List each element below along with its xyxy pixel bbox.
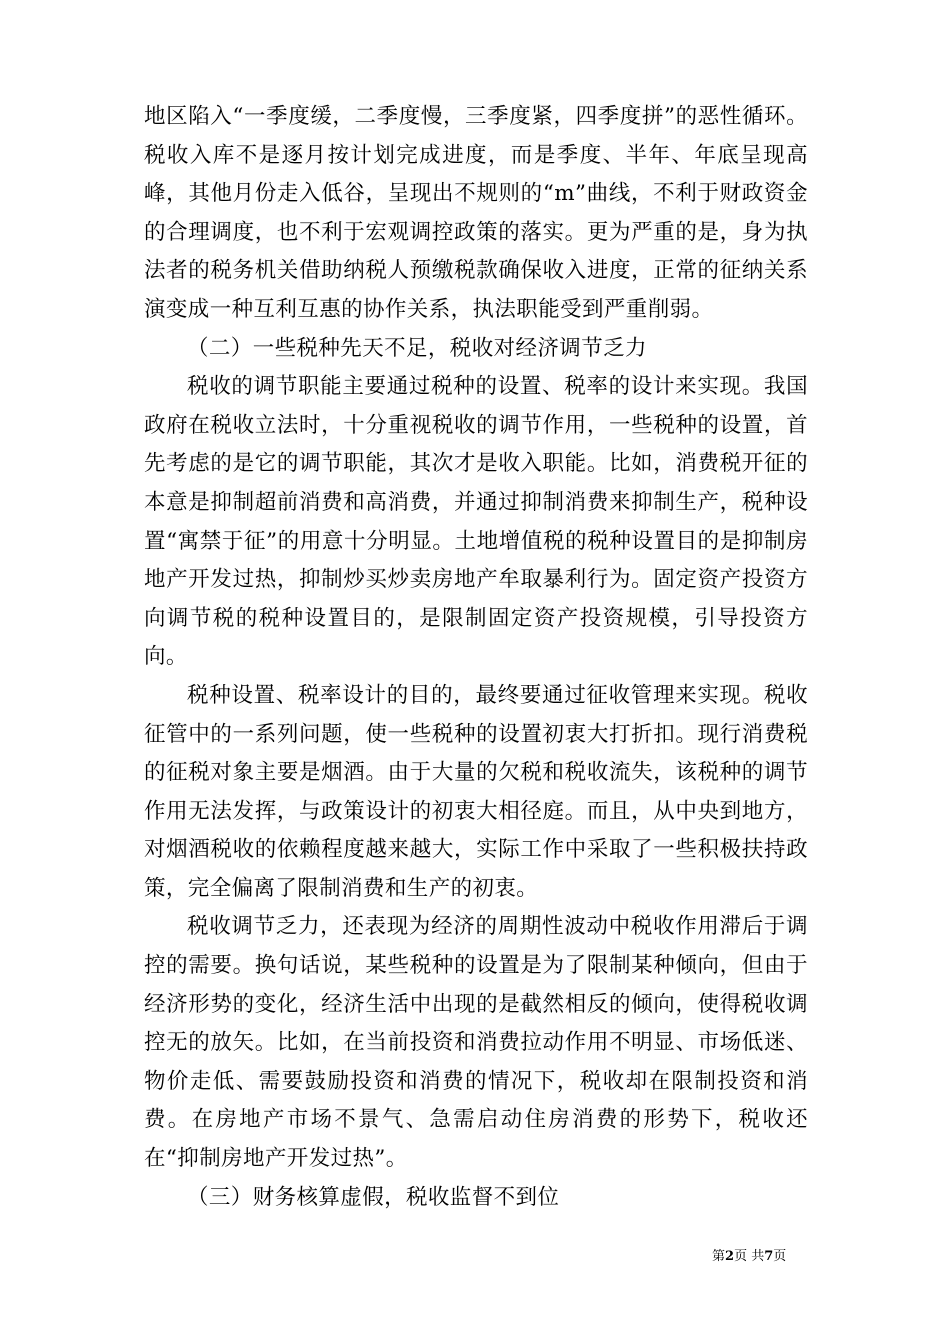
paragraph-continuation: 地区陷入“一季度缓，二季度慢，三季度紧，四季度拼”的恶性循环。税收入库不是逐月按计划完成进度，而是季度、半年、年底呈现高峰，其他月份走入低谷，呈现出不规则的“m”曲线，不利于财政资金的合理调度，也不利于宏观调控政策的落实。更为严重的是，身为执法者的税务机关借助纳税人预缴税款确保收入进度，正常的征纳关系演变成一种互利互惠的协作关系，执法职能受到严重削弱。 xyxy=(144,104,808,322)
footer-suffix: 页 xyxy=(773,1249,787,1264)
section-heading-3: （三）财务核算虚假，税收监督不到位 xyxy=(187,1184,560,1210)
footer-prefix: 第 xyxy=(712,1249,726,1264)
paragraph-regulation-lag: 税收调节乏力，还表现为经济的周期性波动中税收作用滞后于调控的需要。换句话说，某些税种的设置是为了限制某种倾向，但由于经济形势的变化，经济生活中出现的是截然相反的倾向，使得税收调控无的放矢。比如，在当前投资和消费拉动作用不明显、市场低迷、物价走低、需要鼓励投资和消费的情况下，税收却在限制投资和消费。在房地产市场不景气、急需启动住房消费的形势下，税收还在“抑制房地产开发过热”。 xyxy=(144,914,808,1172)
page-number-footer xyxy=(712,1245,786,1264)
footer-current-page: 2 xyxy=(725,1249,735,1264)
footer-total-pages: 7 xyxy=(764,1249,774,1264)
section-heading-2: （二）一些税种先天不足，税收对经济调节乏力 xyxy=(187,335,647,361)
paragraph-tax-regulation: 税收的调节职能主要通过税种的设置、税率的设计来实现。我国政府在税收立法时，十分重视税收的调节作用，一些税种的设置，首先考虑的是它的调节职能，其次才是收入职能。比如，消费税开征的本意是抑制超前消费和高消费，并通过抑制消费来抑制生产，税种设置“寓禁于征”的用意十分明显。土地增值税的税种设置目的是抑制房地产开发过热，抑制炒买炒卖房地产牟取暴利行为。固定资产投资方向调节税的税种设置目的，是限制固定资产投资规模，引导投资方向。 xyxy=(144,374,808,670)
footer-middle: 页 共 xyxy=(734,1249,765,1264)
paragraph-tax-collection: 税种设置、税率设计的目的，最终要通过征收管理来实现。税收征管中的一系列问题，使一些税种的设置初衷大打折扣。现行消费税的征税对象主要是烟酒。由于大量的欠税和税收流失，该税种的调节作用无法发挥，与政策设计的初衷大相径庭。而且，从中央到地方，对烟酒税收的依赖程度越来越大，实际工作中采取了一些积极扶持政策，完全偏离了限制消费和生产的初衷。 xyxy=(144,682,808,901)
document-body xyxy=(144,98,808,1217)
